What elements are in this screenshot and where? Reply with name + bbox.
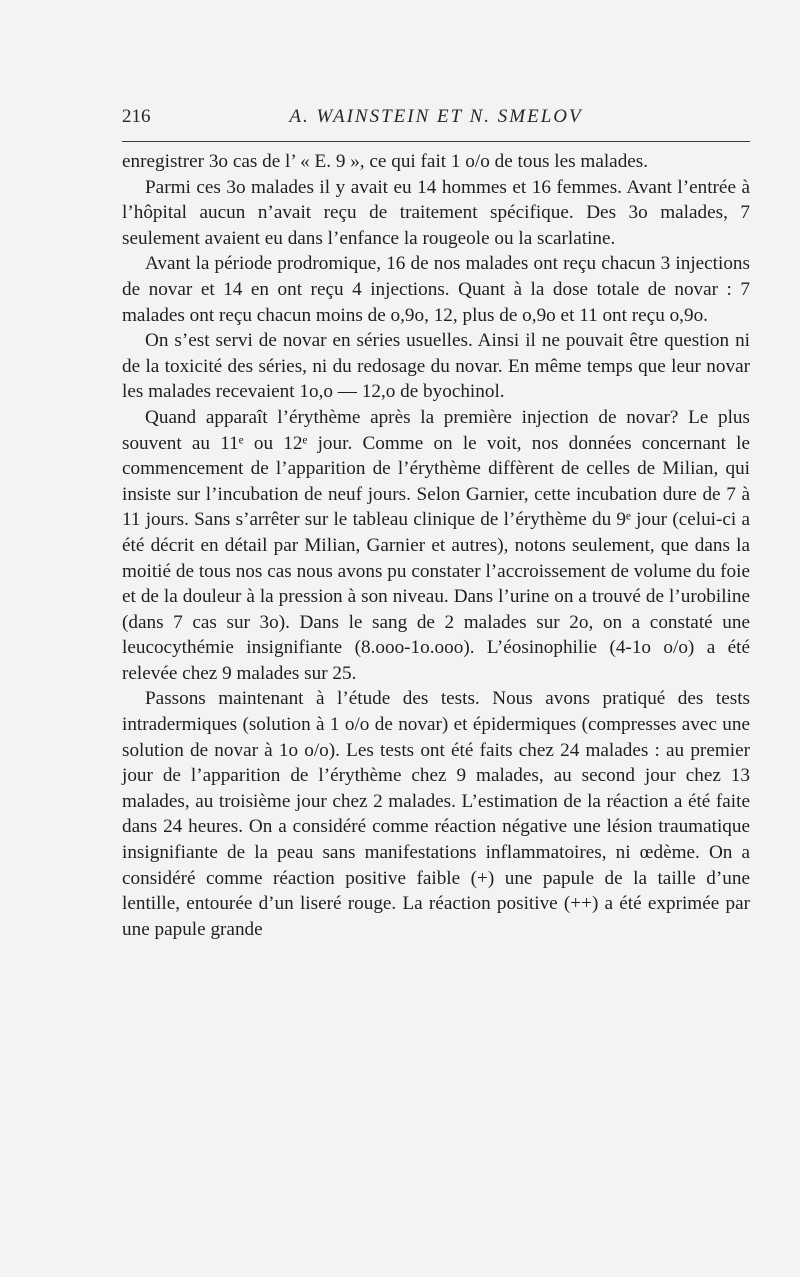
paragraph: Avant la période prodromique, 16 de nos malades ont reçu chacun 3 injections de novar et 14 en ont reçu 4 injections. Quant à la dose totale de novar : 7 malades ont reçu chacun moins de o,9o, 12, plus de o,9o et 11 ont reçu o,9o. [122,253,750,326]
page-header [122,106,750,136]
page-number: 216 [122,106,151,127]
paragraph: enregistrer 3o cas de l’ « E. 9 », ce qui fait 1 o/o de tous les malades. [122,151,649,172]
paragraph: Parmi ces 3o malades il y avait eu 14 hommes et 16 femmes. Avant l’entrée à l’hôpital aucun n’avait reçu de traitement spécifique. Des 3o malades, 7 seulement avaient eu dans l’enfance la rougeole ou la scarlatine. [122,176,750,249]
running-title: A. WAINSTEIN ET N. SMELOV [289,106,583,127]
paragraph: Passons maintenant à l’étude des tests. Nous avons pratiqué des tests intradermiques (solution à 1 o/o de novar) et épidermiques (compresses avec une solution de novar à 1o o/o). Les tests ont été faits chez 24 malades : au premier jour de l’apparition de l’érythème chez 9 malades, au second jour chez 13 malades, au troisième jour chez 2 malades. L’estimation de la réaction a été faite dans 24 heures. On a considéré comme réaction négative une lésion traumatique insignifiante de la peau sans manifestations inflammatoires, ni œdème. On a considéré comme réaction positive faible (+) une papule de la taille d’une lentille, entourée d’un liseré rouge. La réaction positive (++) a été exprimée par une papule grande [122,688,750,940]
paragraph: On s’est servi de novar en séries usuelles. Ainsi il ne pouvait être question ni de la toxicité des séries, ni du redosage du novar. En même temps que leur novar les malades recevaient 1o,o — 12,o de byochinol. [122,330,750,403]
header-rule [122,141,750,142]
body-text [122,149,750,942]
paragraph: Quand apparaît l’érythème après la première injection de novar? Le plus souvent au 11ᵉ ou 12ᵉ jour. Comme on le voit, nos données concernant le commencement de l’apparition de l’érythème diffèrent de celles de Milian, qui insiste sur l’incubation de neuf jours. Selon Garnier, cette incubation dure de 7 à 11 jours. Sans s’arrêter sur le tableau clinique de l’érythème du 9ᵉ jour (celui-ci a été décrit en détail par Milian, Garnier et autres), notons seulement, que dans la moitié de tous nos cas nous avons pu constater l’accroissement de volume du foie et de la douleur à la pression à son niveau. Dans l’urine on a trouvé de l’urobiline (dans 7 cas sur 3o). Dans le sang de 2 malades sur 2o, on a constaté une leucocythémie insignifiante (8.ooo-1o.ooo). L’éosinophilie (4-1o o/o) a été relevée chez 9 malades sur 25. [122,406,750,684]
